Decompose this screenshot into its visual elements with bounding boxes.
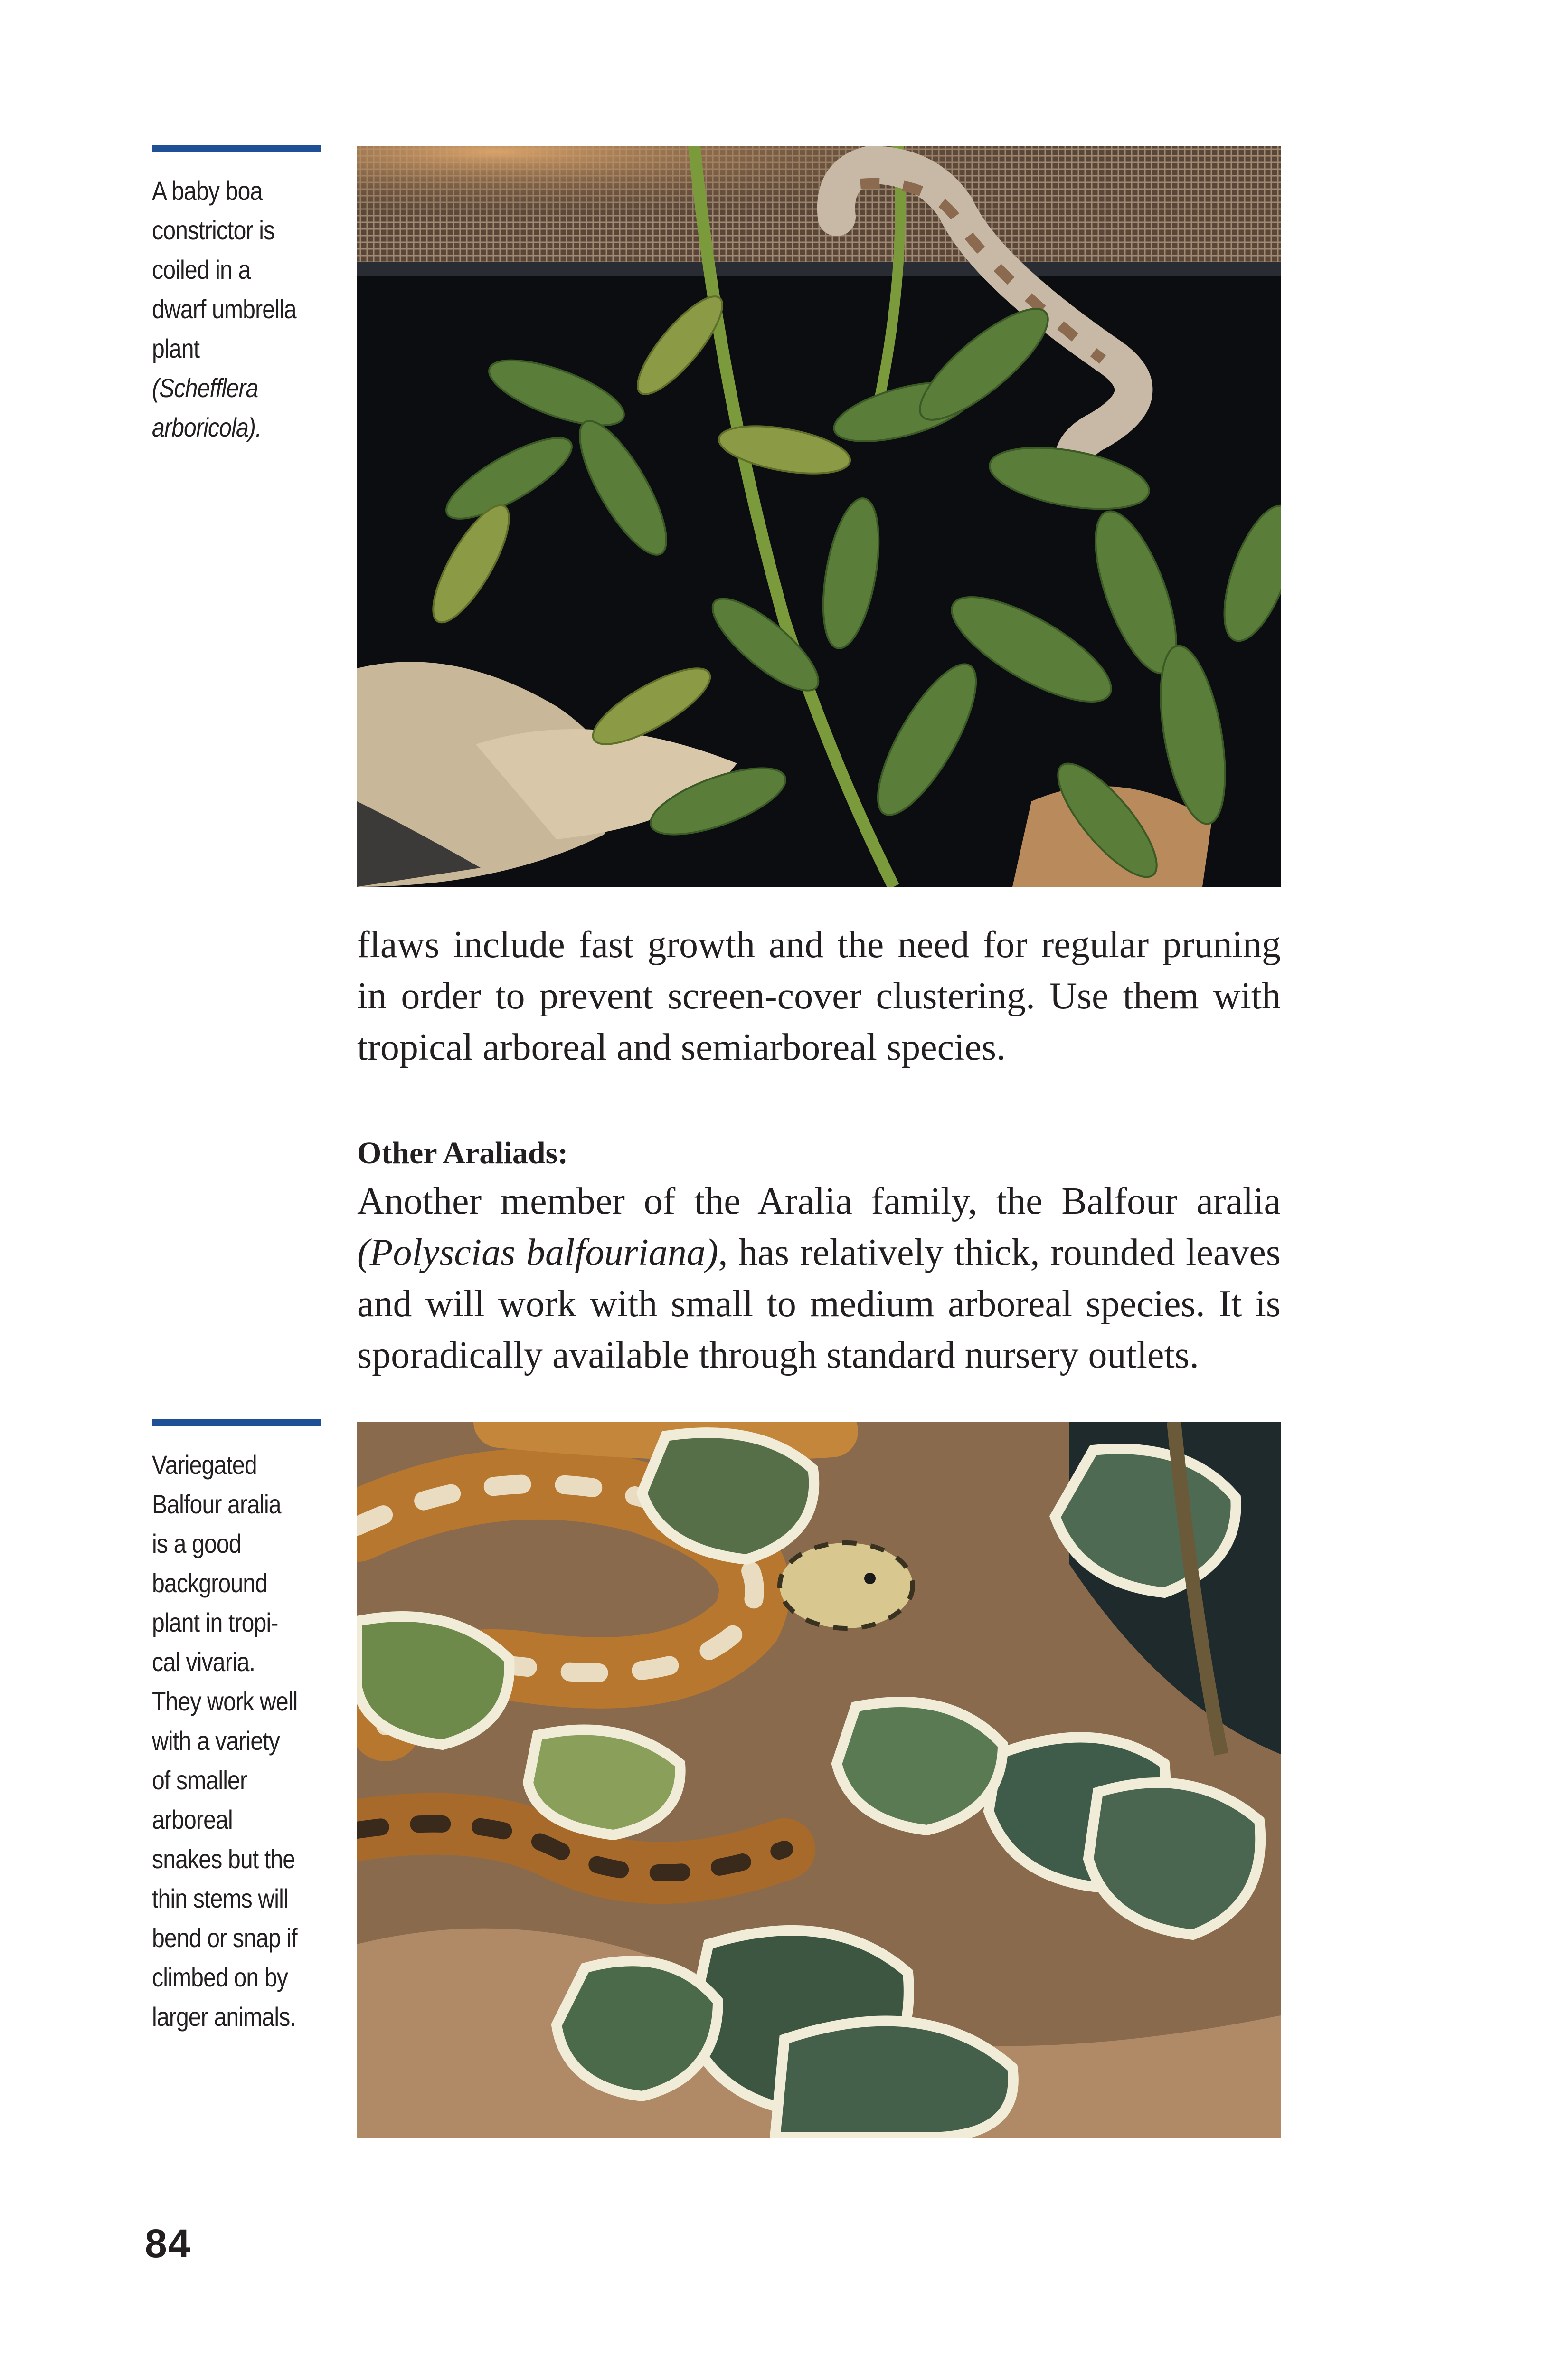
caption-line: arboreal bbox=[152, 1805, 233, 1834]
boa-umbrella-plant-photo bbox=[357, 146, 1281, 887]
caption-line: coiled in a bbox=[152, 255, 251, 285]
text-line-mixed bbox=[357, 1227, 1281, 1278]
paragraph-1 bbox=[357, 919, 1281, 1073]
text-line: tropical arboreal and semiarboreal species. bbox=[357, 1026, 1006, 1068]
python-balfour-aralia-photo bbox=[357, 1422, 1281, 2138]
text-line: sporadically available through standard nursery outlets. bbox=[357, 1334, 1199, 1376]
caption-line: climbed on by bbox=[152, 1962, 288, 1992]
photo-illustration bbox=[357, 1422, 1281, 2138]
caption-line: bend or snap if bbox=[152, 1923, 297, 1953]
text-line: and will work with small to medium arboreal species. It is bbox=[357, 1283, 1281, 1325]
page-number: 84 bbox=[145, 2221, 191, 2266]
text-line: Another member of the Aralia family, the Balfour aralia bbox=[357, 1180, 1281, 1222]
species-name: (Polyscias balfouriana) bbox=[357, 1232, 718, 1273]
photo-illustration bbox=[357, 146, 1281, 887]
caption-line: plant bbox=[152, 333, 200, 363]
caption-line: background bbox=[152, 1568, 268, 1598]
caption-line: with a variety bbox=[152, 1726, 280, 1756]
caption-rule bbox=[152, 145, 321, 152]
caption-line-italic: (Schefflera bbox=[152, 373, 258, 403]
caption-line: dwarf umbrella bbox=[152, 294, 296, 324]
caption-line: A baby boa bbox=[152, 176, 263, 206]
figure1-caption bbox=[152, 145, 299, 447]
caption-line: constrictor is bbox=[152, 215, 275, 245]
caption-line-italic: arboricola). bbox=[152, 412, 262, 442]
caption-line: is a good bbox=[152, 1529, 241, 1558]
text-line: in order to prevent screen-cover clustering. Use them with bbox=[357, 975, 1281, 1017]
caption-line: Variegated bbox=[152, 1450, 257, 1480]
caption-line: They work well bbox=[152, 1686, 298, 1716]
caption-line: larger animals. bbox=[152, 2002, 296, 2032]
text-line: flaws include fast growth and the need for regular pruning bbox=[357, 924, 1281, 966]
caption-line: snakes but the bbox=[152, 1844, 295, 1874]
caption-line: plant in tropi- bbox=[152, 1607, 278, 1637]
caption-line: of smaller bbox=[152, 1765, 247, 1795]
section-heading: Other Araliads: bbox=[357, 1136, 568, 1170]
figure2-caption bbox=[152, 1419, 299, 2036]
caption-line: Balfour aralia bbox=[152, 1489, 281, 1519]
caption-line: thin stems will bbox=[152, 1883, 288, 1913]
caption-line: cal vivaria. bbox=[152, 1647, 255, 1677]
caption-rule bbox=[152, 1419, 321, 1426]
paragraph-2 bbox=[357, 1176, 1281, 1381]
text-fragment: , has relatively thick, rounded leaves bbox=[718, 1232, 1281, 1273]
